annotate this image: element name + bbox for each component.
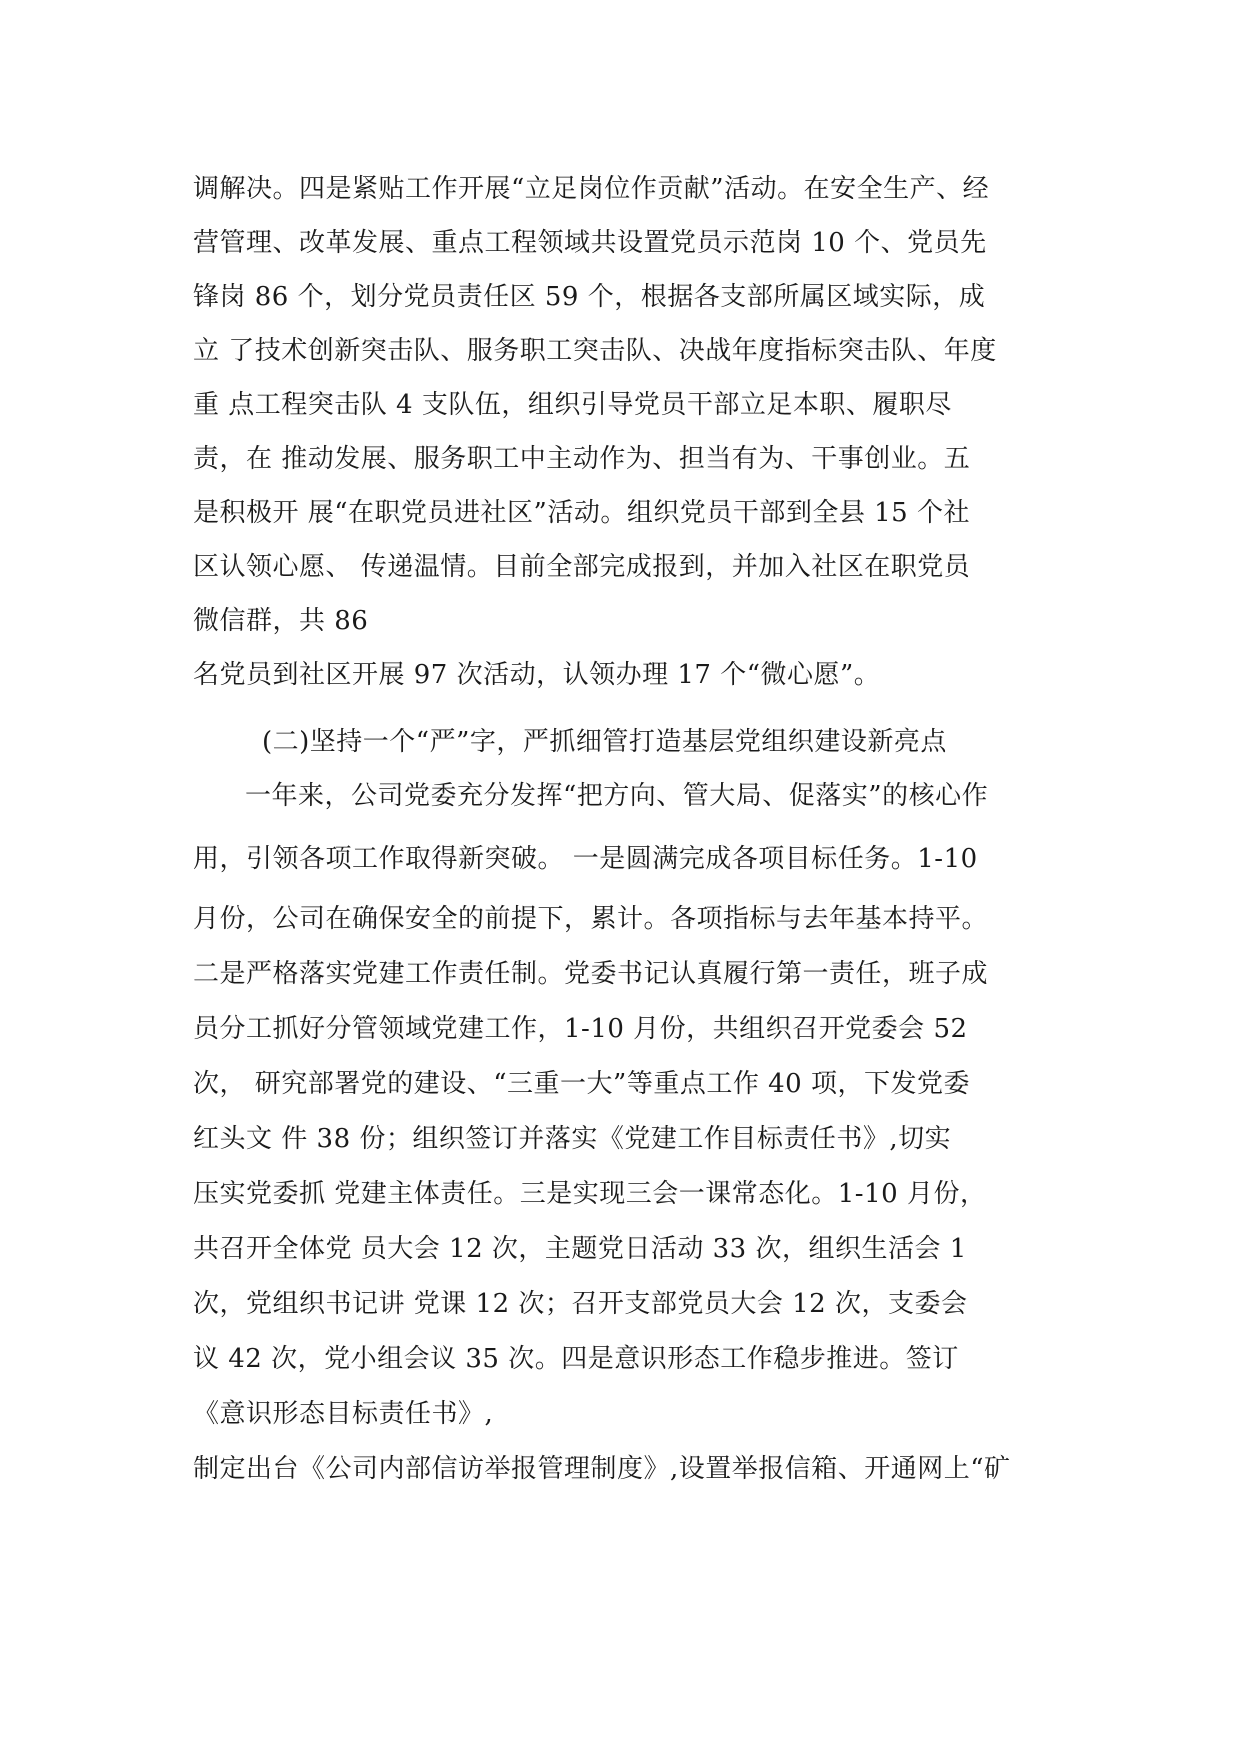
- paragraph-line: 一年来，公司党委充分发挥“把方向、管大局、促落实”的核心作: [245, 781, 989, 811]
- section-heading: (二)坚持一个“严”字，严抓细管打造基层党组织建设新亮点: [262, 727, 947, 757]
- paragraph-line: 员分工抓好分管领域党建工作，1-10 月份，共组织召开党委会 52: [193, 1014, 968, 1044]
- paragraph-line: 制定出台《公司内部信访举报管理制度》,设置举报信箱、开通网上“矿: [193, 1454, 1011, 1484]
- paragraph-line: 《意识形态目标责任书》,: [193, 1399, 494, 1429]
- paragraph-line: 营管理、改革发展、重点工程领域共设置党员示范岗 10 个、党员先: [193, 228, 987, 258]
- paragraph-line: 微信群，共 86: [193, 606, 369, 636]
- paragraph-line: 立 了技术创新突击队、服务职工突击队、决战年度指标突击队、年度: [193, 336, 997, 366]
- paragraph-line: 锋岗 86 个，划分党员责任区 59 个，根据各支部所属区域实际，成: [193, 282, 986, 312]
- paragraph-line: 责，在 推动发展、服务职工中主动作为、担当有为、干事创业。五: [193, 444, 971, 474]
- paragraph-line: 次，党组织书记讲 党课 12 次；召开支部党员大会 12 次，支委会: [193, 1289, 968, 1319]
- paragraph-line: 重 点工程突击队 4 支队伍，组织引导党员干部立足本职、履职尽: [193, 390, 952, 420]
- paragraph-line: 是积极开 展“在职党员进社区”活动。组织党员干部到全县 15 个社: [193, 498, 970, 528]
- paragraph-line: 用，引领各项工作取得新突破。 一是圆满完成各项目标任务。1-10: [193, 844, 978, 874]
- paragraph-line: 红头文 件 38 份；组织签订并落实《党建工作目标责任书》,切实: [193, 1124, 952, 1154]
- paragraph-line: 共召开全体党 员大会 12 次，主题党日活动 33 次，组织生活会 1: [193, 1234, 967, 1264]
- paragraph-line: 调解决。四是紧贴工作开展“立足岗位作贡献”活动。在安全生产、经: [193, 174, 990, 204]
- paragraph-line: 区认领心愿、 传递温情。目前全部完成报到，并加入社区在职党员: [193, 552, 971, 582]
- paragraph-line: 名党员到社区开展 97 次活动，认领办理 17 个“微心愿”。: [193, 660, 881, 690]
- paragraph-line: 压实党委抓 党建主体责任。三是实现三会一课常态化。1-10 月份，: [193, 1179, 987, 1209]
- paragraph-line: 二是严格落实党建工作责任制。党委书记认真履行第一责任，班子成: [193, 959, 989, 989]
- paragraph-line: 议 42 次，党小组会议 35 次。四是意识形态工作稳步推进。签订: [193, 1344, 959, 1374]
- paragraph-line: 次， 研究部署党的建设、“三重一大”等重点工作 40 项，下发党委: [193, 1069, 970, 1099]
- paragraph-line: 月份，公司在确保安全的前提下，累计。各项指标与去年基本持平。: [193, 904, 989, 934]
